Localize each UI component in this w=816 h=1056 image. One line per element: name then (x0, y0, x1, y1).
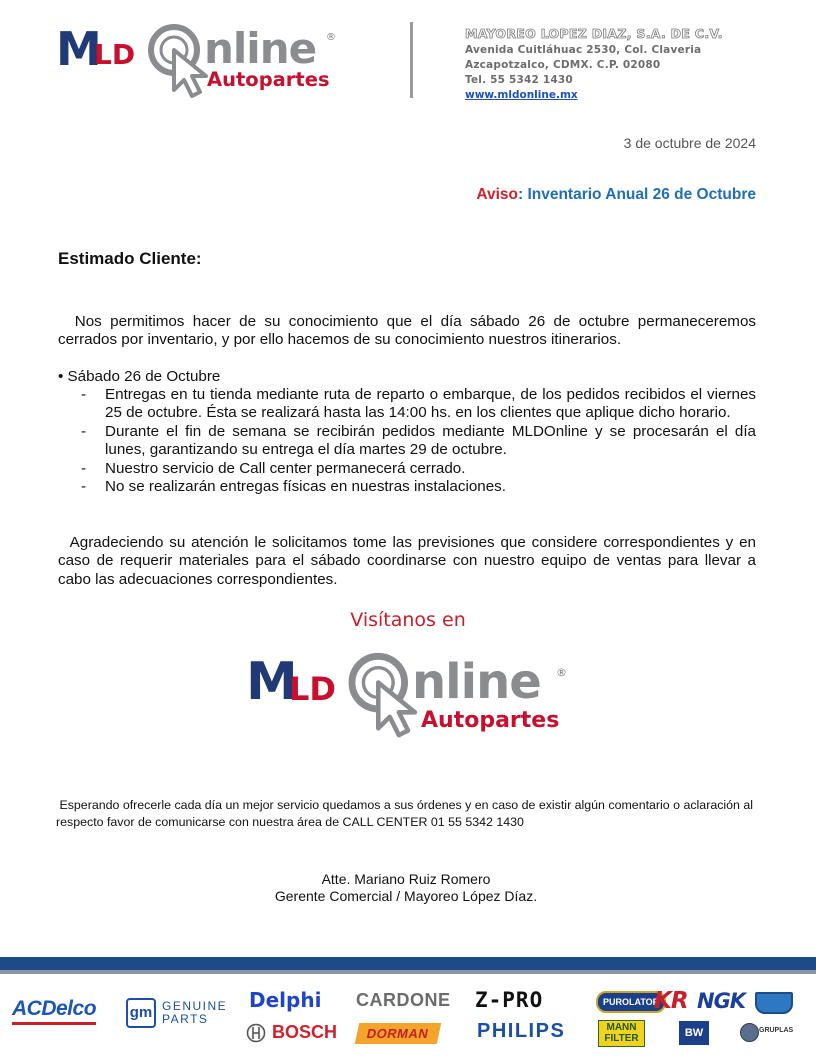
brand-dorman-logo: DORMAN (355, 1023, 441, 1044)
thanks-paragraph (58, 534, 756, 589)
logo-autopartes: Autopartes (207, 68, 330, 91)
logo-registered-mark: ® (556, 666, 567, 679)
gruplas-text: GRUPLAS (759, 1027, 794, 1034)
brand-gruplas-logo (740, 1020, 800, 1046)
bosch-armature-icon (246, 1023, 266, 1043)
header-divider (410, 22, 413, 98)
parts-text: PARTS (162, 1012, 209, 1026)
list-item-text: No se realizarán entregas físicas en nuestras instalaciones. (105, 478, 506, 496)
brand-zpro-logo: Z-PRO (475, 988, 544, 1012)
closing-text: Esperando ofrecerle cada día un mejor servicio quedamos a sus órdenes y en caso de existir algún comentario o aclaración al respecto favor de comunicarse con nuestra área de CALL CENTER 01 55 5342 1430 (56, 798, 754, 829)
notice-heading (476, 186, 756, 204)
brand-delphi-logo: Delphi (249, 988, 322, 1012)
logo-letters-ld: LD (94, 38, 136, 71)
bosch-text: BOSCH (272, 1022, 338, 1042)
brand-mann-filter-logo (598, 1020, 645, 1047)
logo-autopartes: Autopartes (421, 708, 560, 733)
list-item-text: Nuestro servicio de Call center permanecerá cerrado. (105, 459, 466, 477)
logo-letter-m: M (246, 652, 297, 712)
brand-kr-logo: KR (654, 988, 688, 1014)
mann-text: MANN (606, 1022, 637, 1033)
brand-cardone-logo: CARDONE (356, 990, 451, 1010)
mld-online-logo-header (56, 18, 346, 98)
list-item-text: Entregas en tu tienda mediante ruta de reparto o embarque, de los pedidos recibidos el viernes 25 de octubre. Ésta se realizará hasta las 14:00 hs. en los clientes que aplique dicho horario. (105, 386, 756, 422)
signature-title: Gerente Comercial / Mayoreo López Díaz. (274, 888, 538, 904)
brand-bw-logo: BW (679, 1021, 709, 1045)
itinerary-list (78, 386, 756, 496)
list-item: - No se realizarán entregas físicas en nuestras instalaciones. (81, 478, 506, 496)
list-item-text: Durante el fin de semana se recibirán pedidos mediante MLDOnline y se procesarán el día lunes, garantizando su entrega el día martes 29 de octubre. (105, 422, 756, 459)
logo-word-nline: nline (204, 24, 317, 73)
intro-text: Nos permitimos hacer de su conocimiento que el día sábado 26 de octubre permaneceremos cerrados por inventario, y por ello hacemos de su conocimiento nuestros itinerarios. (58, 313, 756, 349)
gruplas-globe-icon (740, 1023, 759, 1042)
notice-separator: : (517, 186, 528, 203)
company-address-line-1: Avenida Cuitláhuac 2530, Col. Claveria (465, 44, 702, 56)
letter-date: 3 de octubre de 2024 (623, 135, 756, 151)
signature-name: Atte. Mariano Ruiz Romero (321, 871, 491, 887)
company-name: MAYOREO LOPEZ DIAZ, S.A. DE C.V. (465, 26, 723, 41)
company-website-link[interactable]: www.mldonline.mx (465, 89, 578, 101)
logo-registered-mark: ® (326, 32, 336, 43)
logo-letters-ld: LD (289, 670, 336, 708)
visit-us-label: Visítanos en (350, 609, 466, 631)
footer-band-light (0, 970, 816, 974)
logo-word-nline: nline (412, 654, 541, 710)
company-info (465, 26, 723, 103)
logo-letter-m: M (56, 22, 101, 76)
filter-text: FILTER (604, 1033, 639, 1044)
closing-paragraph (56, 797, 756, 830)
notice-label: Aviso (476, 186, 518, 203)
intro-paragraph (58, 313, 756, 350)
greeting: Estimado Cliente: (58, 249, 202, 268)
brand-purolator-logo: PUROLATOR (596, 991, 666, 1013)
brand-shield-badge-icon (755, 992, 793, 1014)
brand-acdelco-logo: ACDelco (12, 997, 96, 1025)
genuine-text: GENUINE (162, 999, 228, 1013)
brand-ngk-logo: NGK (697, 989, 746, 1013)
bullet-saturday: • Sábado 26 de Octubre (58, 368, 221, 385)
gm-badge: gm (126, 998, 156, 1028)
mld-online-logo-center[interactable] (246, 648, 576, 743)
list-item: - Nuestro servicio de Call center permanecerá cerrado. (81, 459, 466, 477)
brand-philips-logo: PHILIPS (477, 1020, 566, 1042)
footer-band (0, 957, 816, 970)
company-address-line-2: Azcapotzalco, CDMX. C.P. 02080 (465, 59, 661, 71)
company-phone: Tel. 55 5342 1430 (465, 74, 573, 86)
list-item: - Durante el fin de semana se recibirán pedidos mediante MLDOnline y se procesarán el día lunes, garantizando su entrega el día martes 29 de octubre. (81, 422, 756, 459)
thanks-text: Agradeciendo su atención le solicitamos tome las previsiones que considere correspondientes y en caso de requerir materiales para el sábado coordinarse con nuestro equipo de ventas para llevar a cabo las adecuaciones correspondientes. (58, 534, 756, 588)
notice-title: Inventario Anual 26 de Octubre (527, 186, 756, 203)
list-item: - Entregas en tu tienda mediante ruta de reparto o embarque, de los pedidos recibidos el viernes 25 de octubre. Ésta se realizará hasta las 14:00 hs. en los clientes que aplique dicho horario. (81, 386, 756, 422)
